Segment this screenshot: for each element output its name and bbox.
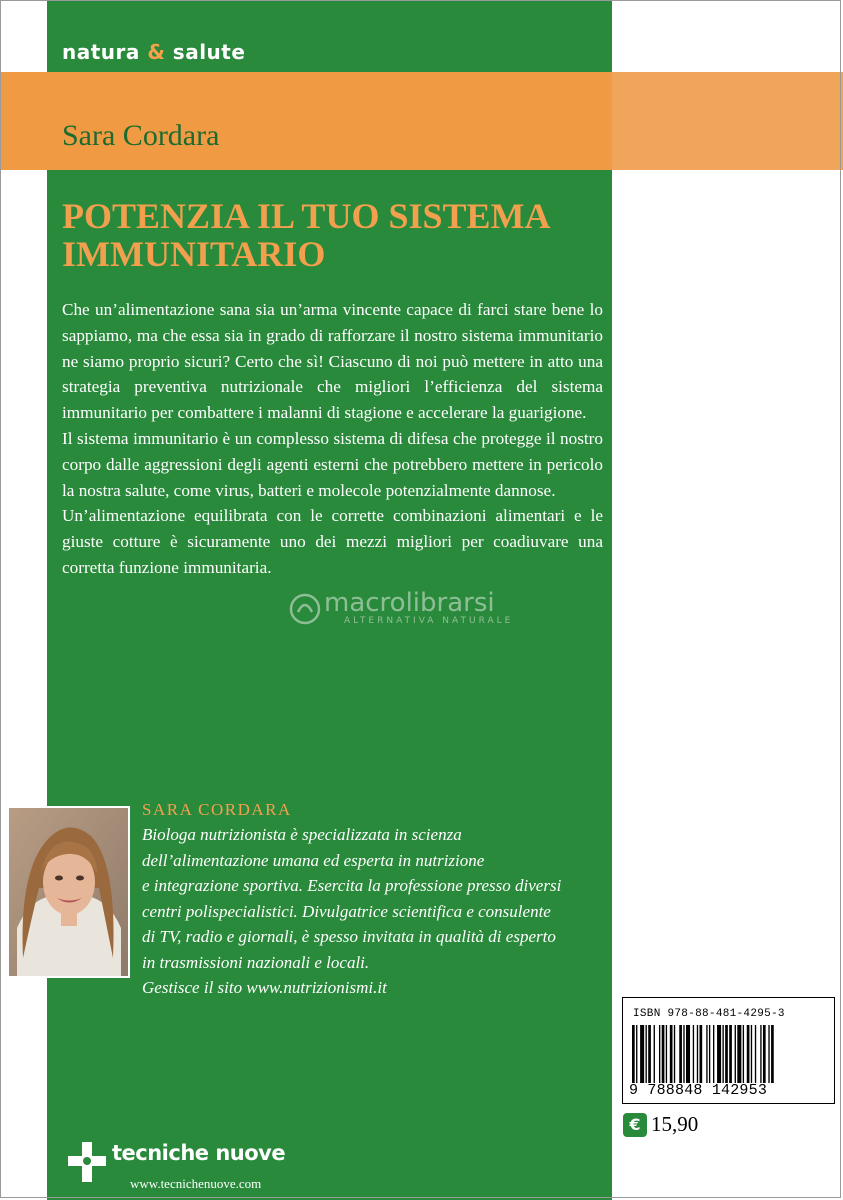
series-ampersand: & xyxy=(147,40,166,64)
barcode-bar xyxy=(735,1025,736,1083)
barcode-bar xyxy=(737,1025,741,1083)
barcode-bar xyxy=(659,1025,660,1083)
series-name-right: salute xyxy=(172,40,246,64)
barcode-bar xyxy=(697,1025,698,1083)
barcode-bar xyxy=(654,1025,655,1083)
bio-line: Biologa nutrizionista è specializzata in scienza xyxy=(142,825,462,844)
barcode-bar xyxy=(632,1025,635,1083)
barcode-bar xyxy=(674,1025,675,1083)
series-logo xyxy=(62,40,245,64)
price-value: 15,90 xyxy=(651,1112,699,1136)
barcode-bar xyxy=(662,1025,665,1083)
barcode-bar xyxy=(670,1025,673,1083)
barcode-bar xyxy=(709,1025,710,1083)
barcode-bar xyxy=(700,1025,703,1083)
barcode-bar xyxy=(717,1025,721,1083)
publisher-block xyxy=(62,1138,322,1198)
publisher-url: www.tecnichenuove.com xyxy=(130,1176,262,1191)
barcode-bar xyxy=(706,1025,707,1083)
book-title xyxy=(62,197,602,273)
barcode-bar xyxy=(646,1025,647,1083)
bio-author-name: SARA CORDARA xyxy=(142,800,292,819)
bio-line: dell’alimentazione umana ed esperta in nutrizione xyxy=(142,850,485,870)
blurb-paragraph: Un’alimentazione equilibrata con le corrette combinazioni alimentari e le giuste cotture è sicuramente uno dei mezzi migliori per coadiuvare una corretta funzione immunitaria. xyxy=(62,506,603,577)
barcode-bar xyxy=(768,1025,769,1083)
barcode-bar xyxy=(679,1025,682,1083)
bio-line: e integrazione sportiva. Esercita la professione presso diversi xyxy=(142,876,562,895)
barcode-bar xyxy=(729,1025,732,1083)
barcode-bars xyxy=(631,1025,828,1083)
barcode-bar xyxy=(755,1025,756,1083)
tecniche-nuove-logo-icon xyxy=(64,1140,108,1184)
series-name-left: natura xyxy=(62,40,140,64)
barcode-bar xyxy=(683,1025,684,1083)
bio-line: in trasmissioni nazionali e locali. xyxy=(142,952,370,972)
orange-band-spine xyxy=(612,72,843,170)
barcode-bar xyxy=(743,1025,744,1083)
watermark xyxy=(288,588,578,634)
bio-line: di TV, radio e giornali, è spesso invitata in qualità di esperto xyxy=(142,927,556,946)
bio-line: centri polispecialistici. Divulgatrice scientifica e consulente xyxy=(142,901,551,921)
barcode-bar xyxy=(693,1025,694,1083)
book-title-line-1: POTENZIA IL TUO SISTEMA xyxy=(62,196,551,236)
publisher-name: tecniche nuove xyxy=(112,1141,286,1165)
barcode-bar xyxy=(722,1025,723,1083)
barcode-bar xyxy=(771,1025,774,1083)
author-name: Sara Cordara xyxy=(62,119,220,152)
ean-digits: 9 788848 142953 xyxy=(629,1082,768,1099)
blurb-paragraph: Il sistema immunitario è un complesso sistema di difesa che protegge il nostro corpo dalle aggressioni degli agenti esterni che potrebbero mettere in pericolo la nostra salute, come virus, batteri e molecole potenzialmente dannose. xyxy=(62,428,603,500)
macrolibrarsi-logo-icon xyxy=(288,592,322,626)
book-title-line-2: IMMUNITARIO xyxy=(62,234,326,274)
barcode-bar xyxy=(751,1025,752,1083)
barcode-bar xyxy=(763,1025,766,1083)
barcode-bar xyxy=(636,1025,637,1083)
blurb xyxy=(62,297,603,581)
watermark-brand: macrolibrarsi xyxy=(324,588,495,618)
blurb-paragraph: Che un’alimentazione sana sia un’arma vincente capace di farci stare bene lo sappiamo, ma che essa sia in grado di rafforzare il nostro sistema immunitario ne siamo proprio sicuri? Certo che sì! Ciascuno di noi può mettere in atto una strategia preventiva nutrizionale che migliori l’efficienza del sistema immunitario per combattere i malanni di stagione e accelerare la guarigione. xyxy=(62,300,603,423)
barcode-bar xyxy=(760,1025,761,1083)
barcode-bar xyxy=(640,1025,644,1083)
euro-icon: € xyxy=(623,1113,647,1137)
barcode xyxy=(622,997,835,1104)
isbn-label: ISBN 978-88-481-4295-3 xyxy=(633,1008,785,1020)
barcode-bar xyxy=(713,1025,714,1083)
author-photo xyxy=(7,806,130,978)
watermark-tagline: ALTERNATIVA NATURALE xyxy=(344,616,514,626)
barcode-bar xyxy=(666,1025,667,1083)
barcode-bar xyxy=(747,1025,750,1083)
barcode-bar xyxy=(686,1025,690,1083)
barcode-bar xyxy=(725,1025,728,1083)
bio-line: Gestisce il sito www.nutrizionismi.it xyxy=(142,978,387,997)
author-portrait-illustration xyxy=(9,808,128,976)
author-bio xyxy=(142,822,607,1001)
barcode-bar xyxy=(648,1025,651,1083)
